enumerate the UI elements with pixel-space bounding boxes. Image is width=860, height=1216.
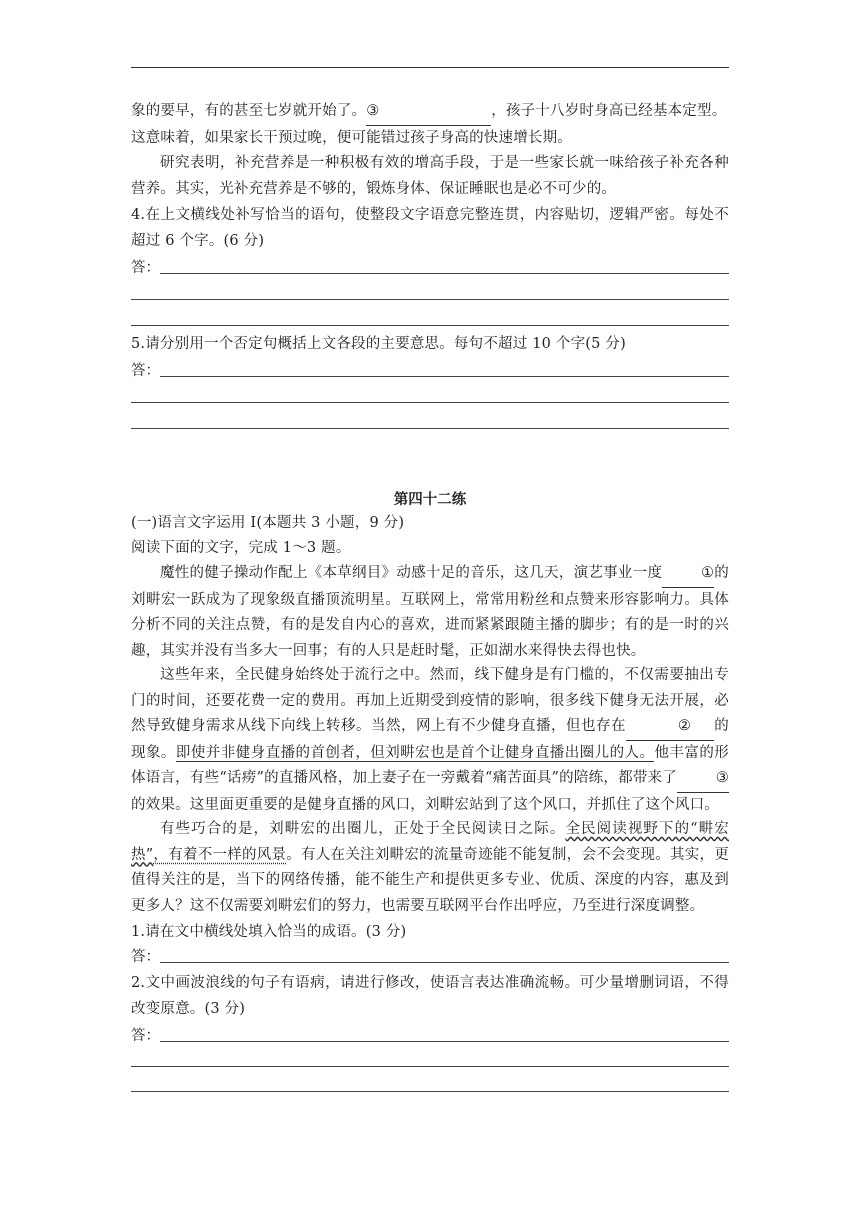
q5-answer-label: 答： [131, 363, 160, 379]
q5-answer-line-2[interactable] [131, 402, 729, 403]
question-4: 4.在上文横线处补写恰当的语句，使整段文字语意完整连贯，内容贴切，逻辑严密。每处不超过 6 个字。(6 分) [131, 207, 729, 249]
blank-3-label: ③ [366, 103, 380, 119]
section-instruction: 阅读下面的文字，完成 1～3 题。 [131, 540, 351, 556]
prev-text-a: 象的要早，有的甚至七岁就开始了。 [131, 103, 367, 119]
q4-answer-line-1[interactable] [160, 273, 729, 274]
q1-answer-line[interactable] [160, 962, 729, 963]
article-para-2 [131, 663, 729, 818]
blank-3[interactable] [366, 99, 491, 126]
q4-answer-label: 答： [131, 260, 160, 276]
dotted-underlined-phrase: ，有着不一样的风景 [153, 846, 287, 863]
q4-answer-line-2[interactable] [131, 299, 729, 300]
prev-passage-para1 [131, 99, 729, 151]
q2-answer-line-2[interactable] [131, 1066, 729, 1067]
article-p2-text-a: 这些年来，全民健身始终处于流行之中。然而，线下健身是有门槛的，不仅需要抽出专门的时间，还要花费一定的费用。再加上近期受到疫情的影响，很多线下健身无法开展，必然导致健身需求从线下向线上转移。当然，网上有不少健身直播，但也存在 [131, 667, 729, 734]
blank-3b[interactable] [677, 766, 729, 793]
prev-passage-para2: 研究表明，补充营养是一种积极有效的增高手段，于是一些家长就一味给孩子补充各种营养。其实，光补充营养是不够的，锻炼身体、保证睡眠也是必不可少的。 [131, 155, 729, 197]
blank-2[interactable] [626, 714, 714, 741]
article-p3-text-b: 。有人在关注刘畊宏的流量奇迹能不能复制，会不会变现。其实，更值得关注的是，当下的网络传播，能不能生产和提供更多专业、优质、深度的内容，惠及到更多人？这不仅需要刘畊宏们的努力，也需要互联网平台作出呼应，乃至进行深度调整。 [131, 846, 729, 914]
article-p1-text-b: 的刘畊宏一跃成为了现象级直播顶流明星。互联网上，常常用粉丝和点赞来形容影响力。具体分析不同的关注点赞，有的是发自内心的喜欢，进而紧紧跟随主播的脚步；有的是一时的兴趣，其实并没有当多大一回事；有的人只是赶时髦，正如湖水来得快去得也快。 [131, 565, 730, 659]
article-para-3 [131, 817, 729, 919]
blank-1-label: ① [701, 565, 715, 581]
question-5: 5.请分别用一个否定句概括上文各段的主要意思。每句不超过 10 个字(5 分) [131, 336, 626, 352]
article-p3-text-a: 有些巧合的是，刘畊宏的出圈儿，正处于全民阅读日之际。 [160, 821, 566, 837]
q2-answer-line-3[interactable] [131, 1091, 729, 1092]
wavy-underlined-sentence: 全民阅读视野下的“畊宏热” [131, 821, 729, 863]
q5-answer-line-3[interactable] [131, 428, 729, 429]
blank-1[interactable] [662, 561, 714, 588]
q2-answer-line-1[interactable] [160, 1041, 729, 1042]
q1-answer-label: 答： [131, 949, 160, 965]
q2-answer-label: 答： [131, 1028, 160, 1044]
blank-3b-label: ③ [715, 770, 729, 786]
question-1: 1.请在文中横线处填入恰当的成语。(3 分) [131, 924, 407, 940]
header-rule [131, 67, 729, 68]
article-p1-text-a: 魔性的健子操动作配上《本草纲目》动感十足的音乐，这几天，演艺事业一度 [160, 565, 663, 581]
q4-answer-line-3[interactable] [131, 325, 729, 326]
question-2: 2.文中画波浪线的句子有语病，请进行修改，使语言表达准确流畅。可少量增删词语，不得改变原意。(3 分) [131, 975, 729, 1017]
q5-answer-line-1[interactable] [160, 376, 729, 377]
section-part: (一)语言文字运用 Ⅰ(本题共 3 小题，9 分) [131, 515, 405, 531]
prev-text-line2: 这意味着，如果家长干预过晚，便可能错过孩子身高的快速增长期。 [131, 129, 572, 146]
blank-2-label: ② [677, 718, 692, 734]
article-para-1 [131, 561, 729, 664]
section-title: 第四十二练 [393, 491, 467, 508]
article-p2-text-b: 的现象。 [131, 718, 729, 761]
underlined-sentence: 即使并非健身直播的首创者，但刘畊宏也是首个让健身直播出圈儿的人。 [175, 744, 655, 761]
prev-text-b: ，孩子十八岁时身高已经基本定型。 [491, 103, 727, 119]
article-p2-text-c: 他丰富的形体语言，有些“话痨”的直播风格，加上妻子在一旁戴着“痛苦面具”的陪练，都带来了 [131, 744, 729, 786]
article-p2-text-d: 的效果。这里面更重要的是健身直播的风口，刘畊宏站到了这个风口，并抓住了这个风口。 [131, 796, 719, 813]
